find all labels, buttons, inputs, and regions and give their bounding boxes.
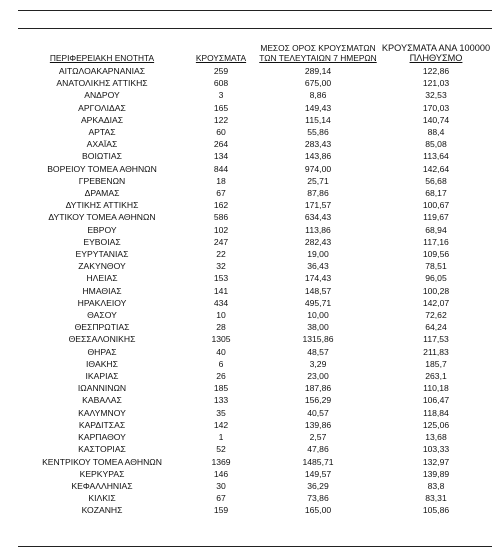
region-cell: ΒΟΙΩΤΙΑΣ (82, 151, 122, 162)
cases-cell: 133 (213, 395, 229, 406)
avg-7day-cell: 113,86 (305, 224, 331, 235)
per100k-cell: 83,31 (425, 493, 447, 504)
cases-cell: 259 (213, 66, 229, 76)
table-row (18, 443, 492, 455)
region-cell: ΖΑΚΥΝΘΟΥ (78, 261, 126, 272)
region-cell: ΚΕΡΚΥΡΑΣ (79, 468, 125, 479)
cases-cell: 185 (213, 383, 229, 394)
avg-7day-cell: 149,57 (304, 468, 332, 479)
cases-cell: 26 (216, 371, 226, 382)
per100k-cell: 96,05 (425, 273, 447, 284)
per100k-cell: 118,84 (423, 407, 449, 418)
region-cell: ΑΡΚΑΔΙΑΣ (80, 114, 124, 125)
table-row (18, 370, 492, 382)
bottom-rule (18, 546, 492, 547)
avg-7day-cell: 87,86 (307, 188, 329, 199)
region-cell: ΚΕΦΑΛΛΗΝΙΑΣ (71, 480, 133, 491)
cases-cell: 22 (216, 249, 226, 260)
region-cell: ΑΧΑΪΑΣ (86, 139, 118, 150)
cases-cell: 1369 (211, 456, 231, 467)
table-row (18, 114, 492, 126)
per100k-cell: 56,68 (425, 175, 447, 186)
avg-7day-cell: 289,14 (304, 66, 332, 76)
table-row (18, 224, 492, 236)
cases-cell: 159 (213, 505, 229, 516)
cases-cell: 60 (216, 127, 226, 138)
region-cell: ΚΟΖΑΝΗΣ (81, 505, 123, 516)
avg-7day-cell: 282,43 (304, 236, 332, 247)
per100k-cell: 100,28 (422, 285, 450, 296)
table-row (18, 150, 492, 162)
cases-cell: 146 (213, 468, 229, 479)
per100k-cell: 68,17 (425, 188, 447, 199)
table-row (18, 211, 492, 223)
per100k-cell: 211,83 (423, 346, 449, 357)
avg-7day-cell: 174,43 (304, 273, 332, 284)
table-row (18, 175, 492, 187)
avg-7day-cell: 283,43 (304, 139, 332, 150)
table-row (18, 199, 492, 211)
cases-cell: 67 (216, 493, 226, 504)
per100k-cell: 88,4 (427, 127, 445, 138)
region-cell: ΚΑΒΑΛΑΣ (82, 395, 122, 406)
cases-cell: 434 (213, 297, 229, 308)
cases-cell: 40 (216, 346, 226, 357)
region-cell: ΚΑΛΥΜΝΟΥ (78, 407, 126, 418)
table-row (18, 309, 492, 321)
cases-cell: 844 (213, 163, 229, 174)
avg-7day-cell: 149,43 (304, 102, 332, 113)
table-row (18, 260, 492, 272)
table-row (18, 77, 492, 89)
region-cell: ΒΟΡΕΙΟΥ ΤΟΜΕΑ ΑΘΗΝΩΝ (47, 163, 157, 174)
avg-7day-cell: 73,86 (307, 493, 329, 504)
cases-cell: 52 (216, 444, 226, 455)
avg-7day-cell: 36,29 (307, 480, 329, 491)
per100k-cell: 119,67 (423, 212, 449, 223)
per100k-cell: 121,03 (422, 78, 450, 89)
cases-cell: 162 (213, 200, 229, 211)
cases-cell: 122 (213, 114, 229, 125)
table-row (18, 102, 492, 114)
per100k-cell: 117,16 (423, 236, 449, 247)
per100k-cell: 103,33 (422, 444, 450, 455)
per100k-cell: 185,7 (425, 358, 447, 369)
per100k-cell: 13,68 (425, 432, 447, 443)
region-cell: ΑΡΤΑΣ (88, 127, 116, 138)
avg-7day-cell: 55,86 (307, 127, 329, 138)
table-row (18, 321, 492, 333)
cases-cell: 141 (213, 285, 229, 296)
avg-7day-cell: 495,71 (304, 297, 332, 308)
avg-7day-cell: 36,43 (307, 261, 329, 272)
per100k-cell: 142,07 (422, 297, 450, 308)
table-row (18, 504, 492, 516)
table-row (18, 248, 492, 260)
table-row (18, 65, 492, 77)
per100k-cell: 117,53 (423, 334, 449, 345)
header-7day-average: ΜΕΣΟΣ ΟΡΟΣ ΚΡΟΥΣΜΑΤΩΝ ΤΩΝ ΤΕΛΕΥΤΑΙΩΝ 7 ΗΜΕΡΩΝ (259, 43, 377, 63)
avg-7day-cell: 25,71 (307, 175, 329, 186)
per100k-cell: 170,03 (422, 102, 450, 113)
avg-7day-cell: 38,00 (307, 322, 329, 333)
region-cell: ΑΝΔΡΟΥ (84, 90, 120, 101)
cases-cell: 32 (216, 261, 226, 272)
region-cell: ΙΚΑΡΙΑΣ (85, 371, 119, 382)
cases-cell: 102 (213, 224, 229, 235)
avg-7day-cell: 8,86 (309, 90, 327, 101)
per100k-cell: 140,74 (422, 114, 450, 125)
cases-cell: 1 (218, 432, 224, 443)
avg-7day-cell: 165,00 (304, 505, 332, 516)
table-row (18, 394, 492, 406)
region-cell: ΗΜΑΘΙΑΣ (82, 285, 122, 296)
table-row (18, 456, 492, 468)
table-row (18, 382, 492, 394)
avg-7day-cell: 3,29 (309, 358, 327, 369)
table-header-row (18, 43, 492, 65)
per100k-cell: 105,86 (422, 505, 450, 516)
cases-cell: 10 (216, 310, 226, 321)
table-row (18, 126, 492, 138)
region-cell: ΚΕΝΤΡΙΚΟΥ ΤΟΜΕΑ ΑΘΗΝΩΝ (42, 456, 162, 467)
avg-7day-cell: 143,86 (304, 151, 332, 162)
per100k-cell: 78,51 (425, 261, 447, 272)
table-row (18, 480, 492, 492)
region-cell: ΑΝΑΤΟΛΙΚΗΣ ΑΤΤΙΚΗΣ (56, 78, 148, 89)
avg-7day-cell: 148,57 (304, 285, 332, 296)
per100k-cell: 122,86 (422, 66, 450, 76)
avg-7day-cell: 48,57 (307, 346, 329, 357)
per100k-cell: 68,94 (425, 224, 447, 235)
cases-cell: 67 (216, 188, 226, 199)
table-row (18, 358, 492, 370)
table-row (18, 272, 492, 284)
region-cell: ΚΑΡΠΑΘΟΥ (78, 432, 126, 443)
table-row (18, 285, 492, 297)
cases-cell: 142 (213, 419, 229, 430)
region-cell: ΔΥΤΙΚΟΥ ΤΟΜΕΑ ΑΘΗΝΩΝ (48, 212, 156, 223)
avg-7day-cell: 2,57 (309, 432, 327, 443)
region-cell: ΘΕΣΠΡΩΤΙΑΣ (74, 322, 130, 333)
header-rule (18, 28, 492, 29)
avg-7day-cell: 47,86 (307, 444, 329, 455)
avg-7day-cell: 1315,86 (302, 334, 334, 345)
region-cell: ΙΘΑΚΗΣ (86, 358, 118, 369)
per100k-cell: 64,24 (425, 322, 447, 333)
cases-cell: 30 (216, 480, 226, 491)
header-region: ΠΕΡΙΦΕΡΕΙΑΚΗ ΕΝΟΤΗΤΑ (49, 53, 155, 63)
header-cases: ΚΡΟΥΣΜΑΤΑ (195, 53, 247, 63)
region-cell: ΔΡΑΜΑΣ (84, 188, 120, 199)
per100k-cell: 106,47 (422, 395, 450, 406)
table-row (18, 492, 492, 504)
per100k-cell: 110,18 (423, 383, 449, 394)
table-row (18, 163, 492, 175)
cases-cell: 608 (213, 78, 229, 89)
avg-7day-cell: 40,57 (307, 407, 329, 418)
header-cases-per-100k: ΚΡΟΥΣΜΑΤΑ ΑΝΑ 100000 ΠΛΗΘΥΣΜΟ (381, 43, 491, 63)
per100k-cell: 125,06 (422, 419, 450, 430)
avg-7day-cell: 156,29 (304, 395, 332, 406)
avg-7day-cell: 675,00 (304, 78, 332, 89)
region-cell: ΚΑΣΤΟΡΙΑΣ (78, 444, 126, 455)
per100k-cell: 72,62 (425, 310, 447, 321)
table-row (18, 431, 492, 443)
region-cell: ΑΡΓΟΛΙΔΑΣ (78, 102, 126, 113)
per100k-cell: 83,8 (427, 480, 445, 491)
region-cell: ΚΙΛΚΙΣ (88, 493, 116, 504)
region-cell: ΕΥΡΥΤΑΝΙΑΣ (75, 249, 129, 260)
table-row (18, 468, 492, 480)
region-cell: ΑΙΤΩΛΟΑΚΑΡΝΑΝΙΑΣ (58, 66, 146, 76)
avg-7day-cell: 115,14 (305, 114, 331, 125)
per100k-cell: 142,64 (422, 163, 450, 174)
cases-cell: 35 (216, 407, 226, 418)
table-row (18, 89, 492, 101)
per100k-cell: 132,97 (422, 456, 450, 467)
avg-7day-cell: 974,00 (304, 163, 332, 174)
region-cell: ΗΛΕΙΑΣ (86, 273, 118, 284)
region-cell: ΚΑΡΔΙΤΣΑΣ (78, 419, 126, 430)
avg-7day-cell: 1485,71 (302, 456, 334, 467)
cases-cell: 264 (213, 139, 229, 150)
top-rule (18, 10, 492, 11)
cases-cell: 6 (218, 358, 224, 369)
table-row (18, 297, 492, 309)
table-row (18, 419, 492, 431)
per100k-cell: 32,53 (425, 90, 447, 101)
region-cell: ΗΡΑΚΛΕΙΟΥ (77, 297, 127, 308)
table-row (18, 187, 492, 199)
cases-cell: 165 (213, 102, 229, 113)
avg-7day-cell: 23,00 (307, 371, 329, 382)
cases-cell: 153 (213, 273, 229, 284)
table-row (18, 333, 492, 345)
region-cell: ΙΩΑΝΝΙΝΩΝ (77, 383, 127, 394)
avg-7day-cell: 187,86 (304, 383, 332, 394)
avg-7day-cell: 634,43 (304, 212, 332, 223)
table-row (18, 346, 492, 358)
cases-table (18, 43, 492, 517)
per100k-cell: 113,64 (423, 151, 449, 162)
avg-7day-cell: 139,86 (304, 419, 332, 430)
cases-cell: 18 (216, 175, 226, 186)
avg-7day-cell: 10,00 (307, 310, 329, 321)
region-cell: ΓΡΕΒΕΝΩΝ (78, 175, 126, 186)
avg-7day-cell: 19,00 (307, 249, 329, 260)
per100k-cell: 139,89 (422, 468, 450, 479)
cases-cell: 586 (213, 212, 229, 223)
table-row (18, 138, 492, 150)
cases-cell: 134 (213, 151, 229, 162)
per100k-cell: 109,56 (422, 249, 450, 260)
region-cell: ΔΥΤΙΚΗΣ ΑΤΤΙΚΗΣ (65, 200, 139, 211)
per100k-cell: 85,08 (425, 139, 447, 150)
region-cell: ΘΕΣΣΑΛΟΝΙΚΗΣ (68, 334, 136, 345)
region-cell: ΘΑΣΟΥ (87, 310, 117, 321)
avg-7day-cell: 171,57 (304, 200, 332, 211)
region-cell: ΕΒΡΟΥ (87, 224, 117, 235)
per100k-cell: 263,1 (425, 371, 447, 382)
cases-cell: 1305 (211, 334, 231, 345)
region-cell: ΘΗΡΑΣ (87, 346, 117, 357)
cases-cell: 3 (218, 90, 224, 101)
table-row (18, 236, 492, 248)
cases-cell: 247 (213, 236, 229, 247)
region-cell: ΕΥΒΟΙΑΣ (83, 236, 121, 247)
table-row (18, 407, 492, 419)
per100k-cell: 100,67 (422, 200, 450, 211)
cases-cell: 28 (216, 322, 226, 333)
